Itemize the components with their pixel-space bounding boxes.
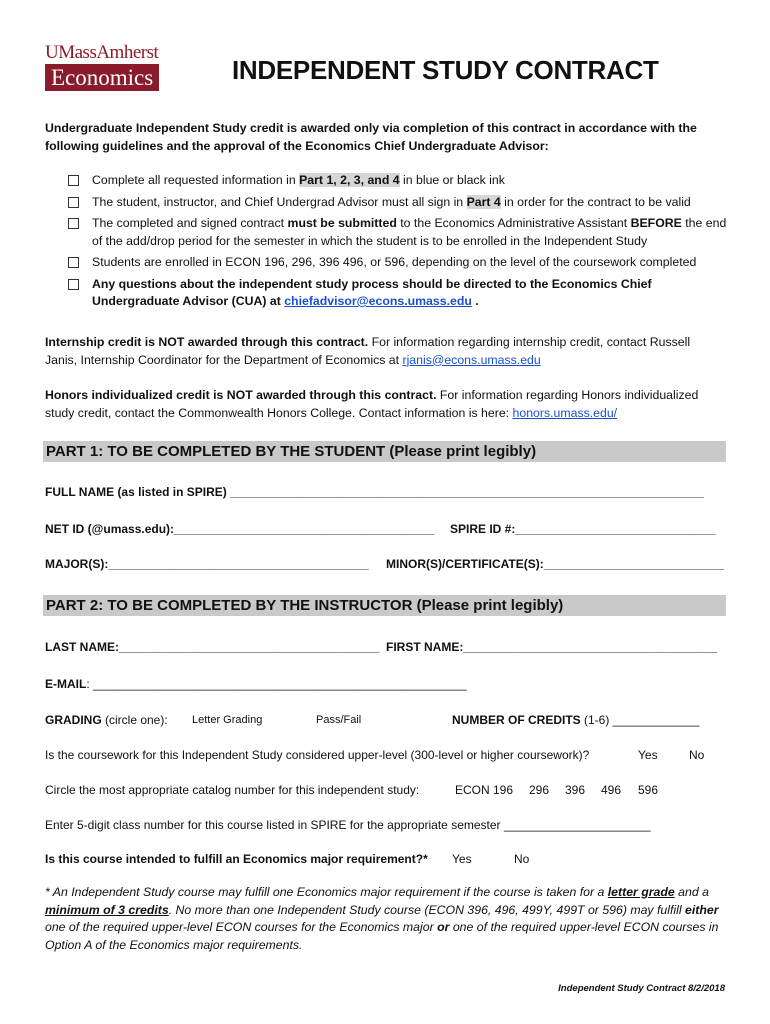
major-requirement-question: Is this course intended to fulfill an Economics major requirement?* [45, 852, 428, 866]
grading-option-letter[interactable]: Letter Grading [192, 714, 263, 726]
guideline-text: in blue or black ink [399, 173, 505, 187]
majors-field[interactable]: MAJOR(S):_______________________________________ [45, 557, 369, 571]
guideline-highlight: Part 1, 2, 3, and 4 [299, 173, 400, 187]
guideline-text: the end of the add/drop period for the semester in which the student is to be enrolled in the Independent Study [92, 216, 727, 248]
guideline-item [68, 276, 728, 311]
catalog-option[interactable]: 396 [565, 783, 586, 797]
footnote-text: and a [674, 885, 709, 899]
upper-level-question: Is the coursework for this Independent Study considered upper-level (300-level or higher coursework)? [45, 748, 590, 762]
minors-field[interactable]: MINOR(S)/CERTIFICATE(S):___________________________ [386, 557, 724, 571]
checkbox-icon[interactable] [68, 175, 79, 186]
footnote-emphasis: letter grade [607, 885, 675, 899]
grading-hint: (circle one): [101, 713, 168, 727]
guideline-item [68, 172, 728, 190]
spire-id-field[interactable]: SPIRE ID #:______________________________ [450, 522, 716, 536]
class-number-field[interactable]: Enter 5-digit class number for this course listed in SPIRE for the appropriate semester ______________________ [45, 818, 651, 832]
guideline-item [68, 194, 728, 212]
guideline-text: The student, instructor, and Chief Undergrad Advisor must all sign in [92, 194, 467, 209]
guideline-text: Students are enrolled in ECON 196, 296, 396 496, or 596, depending on the level of the coursework completed [92, 255, 697, 269]
internship-note [45, 334, 725, 369]
guideline-text: to the Economics Administrative Assistant [396, 216, 631, 230]
checkbox-icon[interactable] [68, 257, 79, 268]
guideline-item [68, 254, 728, 272]
logo-university: UMassAmherst [45, 42, 159, 63]
catalog-option[interactable]: ECON 196 [455, 783, 514, 797]
footnote-text: . No more than one Independent Study course (ECON 396, 496, 499Y, 499T or 596) may fulfill [168, 902, 686, 917]
full-name-field[interactable]: FULL NAME (as listed in SPIRE) _______________________________________________________________________ [45, 485, 704, 499]
credits-label: NUMBER OF CREDITS [452, 713, 581, 727]
internship-email-link[interactable]: rjanis@econs.umass.edu [402, 352, 541, 367]
footnote [45, 884, 735, 954]
catalog-option[interactable]: 596 [638, 783, 659, 797]
logo-department: Economics [45, 64, 159, 91]
catalog-question: Circle the most appropriate catalog number for this independent study: [45, 783, 420, 797]
first-name-field[interactable]: FIRST NAME:______________________________________ [386, 640, 717, 654]
footnote-bold: or [437, 920, 450, 934]
honors-link[interactable]: honors.umass.edu/ [512, 405, 618, 420]
footnote-bold: either [685, 902, 719, 917]
major-req-yes[interactable]: Yes [452, 852, 472, 866]
guideline-bold: BEFORE [630, 216, 682, 230]
catalog-option[interactable]: 496 [601, 783, 622, 797]
guideline-text: Complete all requested information in [92, 173, 300, 187]
email-line: : ________________________________________________________ [86, 677, 467, 691]
umass-economics-logo [45, 43, 185, 91]
footnote-text: one of the required upper-level ECON courses in Option A of the Economics major requirements. [45, 920, 719, 952]
intro-text: Undergraduate Independent Study credit is awarded only via completion of this contract in accordance with the following guidelines and the approval of the Economics Chief Undergraduate Advisor: [45, 121, 697, 153]
footnote-emphasis: minimum of 3 credits [45, 902, 169, 917]
part1-heading: PART 1: TO BE COMPLETED BY THE STUDENT (Please print legibly) [43, 441, 726, 462]
grading-option-passfail[interactable]: Pass/Fail [316, 714, 362, 726]
page-title: INDEPENDENT STUDY CONTRACT [232, 55, 659, 85]
major-req-no[interactable]: No [514, 852, 530, 866]
guideline-text: Any questions about the independent study process should be directed to the Economics Chief Undergraduate Advisor (CUA) at [92, 276, 652, 308]
guideline-text: The completed and signed contract [92, 216, 288, 230]
footnote-text: * An Independent Study course may fulfill one Economics major requirement if the course is taken for a [45, 885, 608, 899]
email-field[interactable] [45, 677, 467, 691]
guideline-highlight: Part 4 [466, 194, 501, 209]
upper-level-no[interactable]: No [689, 748, 705, 762]
cua-email-link[interactable]: chiefadvisor@econs.umass.edu [284, 294, 472, 308]
upper-level-yes[interactable]: Yes [638, 748, 658, 762]
grading-label-bold: GRADING [45, 713, 102, 727]
credits-line: (1-6) _____________ [580, 713, 700, 727]
page-footer: Independent Study Contract 8/2/2018 [558, 983, 725, 994]
internship-bold: Internship credit is NOT awarded through this contract. [45, 335, 369, 349]
guideline-text: . [471, 294, 479, 308]
checkbox-icon[interactable] [68, 197, 79, 208]
honors-bold: Honors individualized credit is NOT awarded through this contract. [45, 388, 437, 402]
guidelines-list [68, 172, 728, 315]
guideline-item [68, 215, 728, 250]
honors-text: For information regarding Honors individualized study credit, contact the Commonwealth Honors College. Contact information is here: [45, 388, 699, 420]
checkbox-icon[interactable] [68, 218, 79, 229]
part2-heading: PART 2: TO BE COMPLETED BY THE INSTRUCTOR (Please print legibly) [43, 595, 726, 616]
guideline-bold: must be submitted [287, 216, 397, 230]
checkbox-icon[interactable] [68, 279, 79, 290]
credits-field[interactable] [452, 713, 699, 727]
email-label: E-MAIL [45, 677, 87, 691]
internship-text: For information regarding internship credit, contact Russell Janis, Internship Coordinator for the Department of Economics at [45, 335, 691, 367]
footnote-text: one of the required upper-level ECON courses for the Economics major [45, 920, 438, 934]
honors-note [45, 387, 725, 422]
last-name-field[interactable]: LAST NAME:_______________________________________ [45, 640, 380, 654]
catalog-option[interactable]: 296 [529, 783, 550, 797]
guideline-text: in order for the contract to be valid [500, 194, 691, 209]
net-id-field[interactable]: NET ID (@umass.edu):_______________________________________ [45, 522, 435, 536]
grading-label [45, 713, 168, 727]
